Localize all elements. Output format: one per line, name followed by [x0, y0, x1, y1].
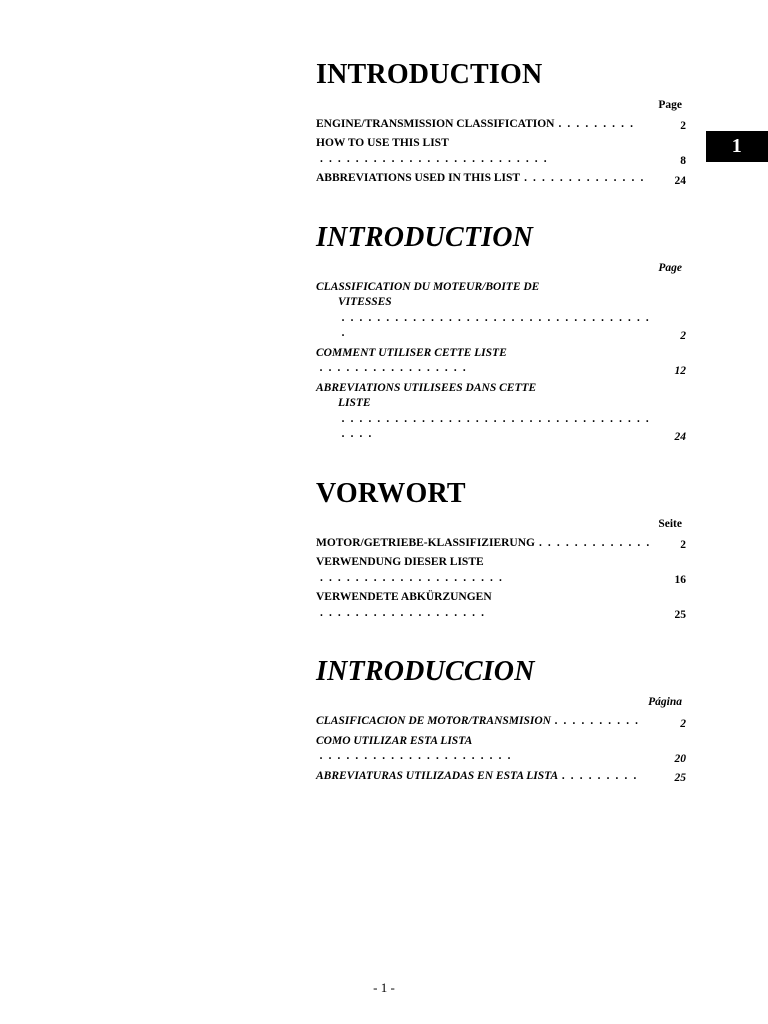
toc-row[interactable]: [316, 278, 686, 344]
toc-leader: . . . . . . . . . . . . . . . . . . . . . . . . . . . . . . . . . . . .: [342, 311, 651, 340]
toc-entry-page: 12: [674, 364, 686, 377]
toc-row[interactable]: [316, 767, 686, 787]
toc-leader: . . . . . . . . .: [562, 769, 639, 782]
page-column-header-french: Page: [658, 261, 682, 274]
toc-entry-page: 24: [674, 430, 686, 443]
toc-entry-label: ABREVIATIONS UTILISEES DANS CETTE: [316, 381, 537, 394]
toc-section-english: [316, 60, 686, 189]
toc-entry-page: 2: [680, 120, 686, 133]
toc-entry-label-line2: VITESSES: [338, 296, 392, 309]
toc-section-french: [316, 223, 686, 445]
toc-row[interactable]: [316, 379, 686, 445]
toc-leader: . . . . . . . . . . . . . . . . . . . . . . . . . .: [320, 152, 549, 165]
section-tab-marker: [706, 131, 768, 162]
toc-leader: . . . . . . . . . . . . . . . . . . . . .: [320, 571, 504, 584]
toc-row[interactable]: [316, 534, 686, 554]
toc-entry-page: 25: [674, 609, 686, 622]
toc-entry-label: ENGINE/TRANSMISSION CLASSIFICATION: [316, 117, 555, 130]
toc-entry-label: VERWENDUNG DIESER LISTE: [316, 556, 484, 569]
toc-leader: . . . . . . . . . .: [554, 714, 641, 727]
toc-row[interactable]: [316, 553, 686, 588]
toc-leader: . . . . . . . . . . . . . . . . . . .: [320, 606, 486, 619]
toc-leader: . . . . . . . . .: [558, 117, 635, 130]
section-title-french: INTRODUCTION: [316, 221, 534, 253]
toc-leader: . . . . . . . . . . . . . . . . .: [320, 362, 468, 375]
section-title-english: INTRODUCTION: [316, 59, 543, 90]
toc-entry-page: 8: [680, 155, 686, 168]
table-of-contents: [316, 60, 686, 786]
toc-leader: . . . . . . . . . . . . . . . . . . . . . .: [320, 750, 513, 763]
toc-row[interactable]: [316, 169, 686, 189]
toc-leader: . . . . . . . . . . . . . . . . . . . . . . . . . . . . . . . . . . . . . . .: [342, 412, 651, 441]
toc-row[interactable]: [316, 588, 686, 623]
toc-row[interactable]: [316, 712, 686, 732]
section-spacer: [316, 623, 686, 657]
toc-row[interactable]: [316, 344, 686, 379]
toc-table-spanish: [316, 712, 686, 786]
toc-entry-page: 25: [674, 772, 686, 785]
toc-entry-label: HOW TO USE THIS LIST: [316, 137, 449, 150]
toc-leader: . . . . . . . . . . . . .: [538, 536, 651, 549]
toc-entry-label-line2: LISTE: [338, 397, 371, 410]
section-title-german: VORWORT: [316, 477, 466, 509]
section-title-spanish: INTRODUCCION: [316, 656, 535, 688]
toc-entry-page: 20: [674, 752, 686, 765]
toc-table-french: [316, 278, 686, 445]
page-number-footer: - 1 -: [373, 980, 395, 995]
toc-entry-label: COMMENT UTILISER CETTE LISTE: [316, 346, 507, 359]
toc-entry-label: MOTOR/GETRIEBE-KLASSIFIZIERUNG: [316, 536, 535, 549]
toc-entry-label: ABREVIATURAS UTILIZADAS EN ESTA LISTA: [316, 769, 559, 782]
toc-entry-page: 16: [674, 574, 686, 587]
toc-leader: . . . . . . . . . . . . . .: [524, 172, 645, 185]
toc-entry-label: VERWENDETE ABKÜRZUNGEN: [316, 591, 492, 604]
toc-table-english: [316, 115, 686, 189]
section-spacer: [316, 445, 686, 479]
toc-entry-page: 24: [674, 174, 686, 187]
toc-table-german: [316, 534, 686, 624]
toc-entry-label: CLASSIFICATION DU MOTEUR/BOITE DE: [316, 280, 540, 293]
toc-row[interactable]: [316, 134, 686, 169]
toc-entry-label: COMO UTILIZAR ESTA LISTA: [316, 734, 473, 747]
page-column-header-english: Page: [658, 98, 682, 111]
page-column-header-spanish: Página: [648, 695, 682, 708]
section-tab-number: 1: [731, 135, 743, 157]
section-spacer: [316, 189, 686, 223]
toc-row[interactable]: [316, 115, 686, 135]
toc-entry-page: 2: [680, 329, 686, 342]
toc-entry-label: CLASIFICACION DE MOTOR/TRANSMISION: [316, 714, 551, 727]
page-column-header-german: Seite: [658, 517, 682, 530]
toc-entry-page: 2: [680, 717, 686, 730]
toc-section-german: [316, 479, 686, 623]
toc-entry-label: ABBREVIATIONS USED IN THIS LIST: [316, 172, 521, 185]
toc-entry-page: 2: [680, 539, 686, 552]
toc-section-spanish: [316, 657, 686, 786]
toc-row[interactable]: [316, 732, 686, 767]
